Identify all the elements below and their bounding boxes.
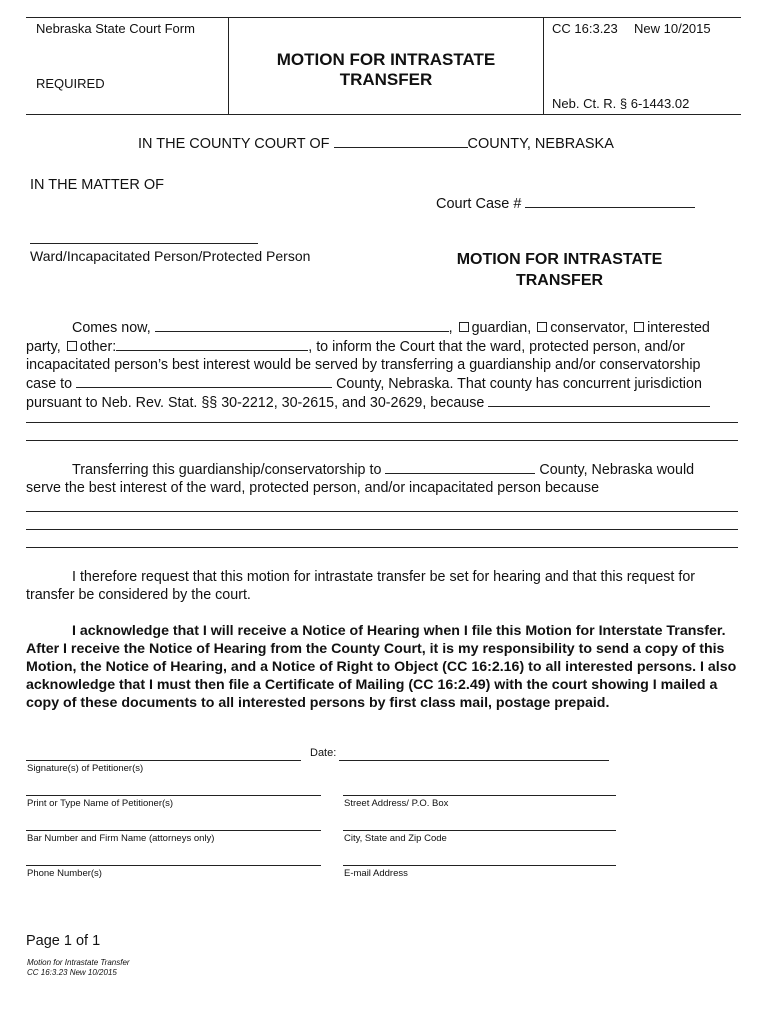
p1-line2 xyxy=(26,337,740,356)
because-line-2[interactable] xyxy=(26,422,738,423)
date-label: Date: xyxy=(310,747,337,759)
court-rule: Neb. Ct. R. § 6-1443.02 xyxy=(552,96,690,111)
p2-transferring: Transferring this guardianship/conservatorship to xyxy=(72,462,382,478)
interested-party-checkbox[interactable] xyxy=(634,322,644,332)
street-address-label: Street Address/ P.O. Box xyxy=(344,798,449,809)
p1-county: County, Nebraska. That county has concurrent jurisdiction xyxy=(336,376,702,392)
p1-line5 xyxy=(26,393,740,412)
city-state-zip-label: City, State and Zip Code xyxy=(344,833,447,844)
because-line-3[interactable] xyxy=(26,440,738,441)
print-name-label: Print or Type Name of Petitioner(s) xyxy=(27,798,174,809)
court-form-label: Nebraska State Court Form xyxy=(36,21,195,36)
date-field[interactable] xyxy=(339,760,609,761)
signature-field[interactable] xyxy=(26,760,301,761)
p2-county-field[interactable] xyxy=(385,460,535,474)
paragraph-4: I acknowledge that I will receive a Notice of Hearing when I file this Motion for Interstate Transfer. After I receive the Notice of Hearing from the County Court, it is my responsibility to send a copy of this Motion, the Notice of Hearing, and a Notice of Right to Object (CC 16:2.16) to all interested persons. I also acknowledge that I must then file a Certificate of Mailing (CC 16:2.49) with the court showing I mailed a copy of these documents to all interested persons by first class mail, postage prepaid. xyxy=(26,623,737,711)
p1-line3: incapacitated person’s best interest would be served by transferring a guardianship and/or conservatorship xyxy=(26,357,701,373)
header-title xyxy=(229,50,543,90)
paragraph-2 xyxy=(26,460,740,497)
opt-conservator: conservator, xyxy=(550,320,629,336)
phone-field[interactable] xyxy=(26,865,321,866)
signature-label: Signature(s) of Petitioner(s) xyxy=(27,763,144,774)
p1-comes-now: Comes now, xyxy=(72,320,151,336)
form-number: CC 16:3.23 xyxy=(552,21,618,36)
p1-party: party, xyxy=(26,339,61,355)
paragraph-3: I therefore request that this motion for intrastate transfer be set for hearing and that this request for transfer be considered by the court. xyxy=(26,569,696,603)
ward-label: Ward/Incapacitated Person/Protected Person xyxy=(30,248,311,264)
p2-because-line-3[interactable] xyxy=(26,547,738,548)
conservator-checkbox[interactable] xyxy=(537,322,547,332)
other-field[interactable] xyxy=(116,337,308,351)
opt-interested: interested xyxy=(647,320,710,336)
motion-title xyxy=(437,249,682,291)
footer-form-code: CC 16:3.23 New 10/2015 xyxy=(27,968,117,977)
p2-county: County, Nebraska would xyxy=(539,462,695,478)
p1-line4 xyxy=(26,374,740,393)
motion-title-line1: MOTION FOR INTRASTATE xyxy=(456,251,663,268)
transfer-county-field[interactable] xyxy=(76,374,332,388)
petitioner-name-field[interactable] xyxy=(155,318,449,332)
because-field[interactable] xyxy=(488,393,710,407)
footer-form-name: Motion for Intrastate Transfer xyxy=(27,958,130,967)
p2-because-line-1[interactable] xyxy=(26,511,738,512)
court-case-label: Court Case # xyxy=(436,196,522,212)
email-label: E-mail Address xyxy=(344,868,408,879)
header-bottom-rule xyxy=(26,114,741,115)
page-number: Page 1 of 1 xyxy=(26,933,101,949)
p2-because-line-2[interactable] xyxy=(26,529,738,530)
header-divider-right xyxy=(543,17,544,114)
paragraph-1 xyxy=(26,318,740,412)
opt-guardian: guardian, xyxy=(471,320,532,336)
county-court-prefix: IN THE COUNTY COURT OF xyxy=(138,136,330,152)
other-checkbox[interactable] xyxy=(67,341,77,351)
motion-title-line2: TRANSFER xyxy=(515,272,604,289)
street-address-field[interactable] xyxy=(343,795,616,796)
p1-line1: Comes now, , guardian, conservator, interested xyxy=(72,320,710,336)
opt-other: other: xyxy=(79,339,117,355)
county-name-field[interactable] xyxy=(334,134,468,148)
p1-inform: , to inform the Court that the ward, protected person, and/or xyxy=(308,339,685,355)
court-case-line xyxy=(436,194,695,213)
county-court-suffix: COUNTY, NEBRASKA xyxy=(467,136,614,152)
form-date: New 10/2015 xyxy=(634,21,711,36)
phone-label: Phone Number(s) xyxy=(27,868,102,879)
p2-line1 xyxy=(26,460,740,479)
ward-name-field[interactable] xyxy=(30,243,258,244)
header-title-line2: TRANSFER xyxy=(339,70,433,89)
email-field[interactable] xyxy=(343,865,616,866)
bar-number-field[interactable] xyxy=(26,830,321,831)
header-top-rule xyxy=(26,17,741,18)
p1-case-to: case to xyxy=(26,376,73,392)
guardian-checkbox[interactable] xyxy=(459,322,469,332)
p1-pursuant: pursuant to Neb. Rev. Stat. §§ 30-2212, 30-2615, and 30-2629, because xyxy=(26,395,485,411)
header-title-line1: MOTION FOR INTRASTATE xyxy=(276,50,496,69)
matter-of-label: IN THE MATTER OF xyxy=(30,177,164,193)
bar-number-label: Bar Number and Firm Name (attorneys only) xyxy=(27,833,215,844)
court-case-number-field[interactable] xyxy=(525,194,695,208)
print-name-field[interactable] xyxy=(26,795,321,796)
city-state-zip-field[interactable] xyxy=(343,830,616,831)
required-label: REQUIRED xyxy=(36,76,105,91)
p2-line2: serve the best interest of the ward, protected person, and/or incapacitated person because xyxy=(26,480,600,496)
county-court-line xyxy=(138,134,614,153)
